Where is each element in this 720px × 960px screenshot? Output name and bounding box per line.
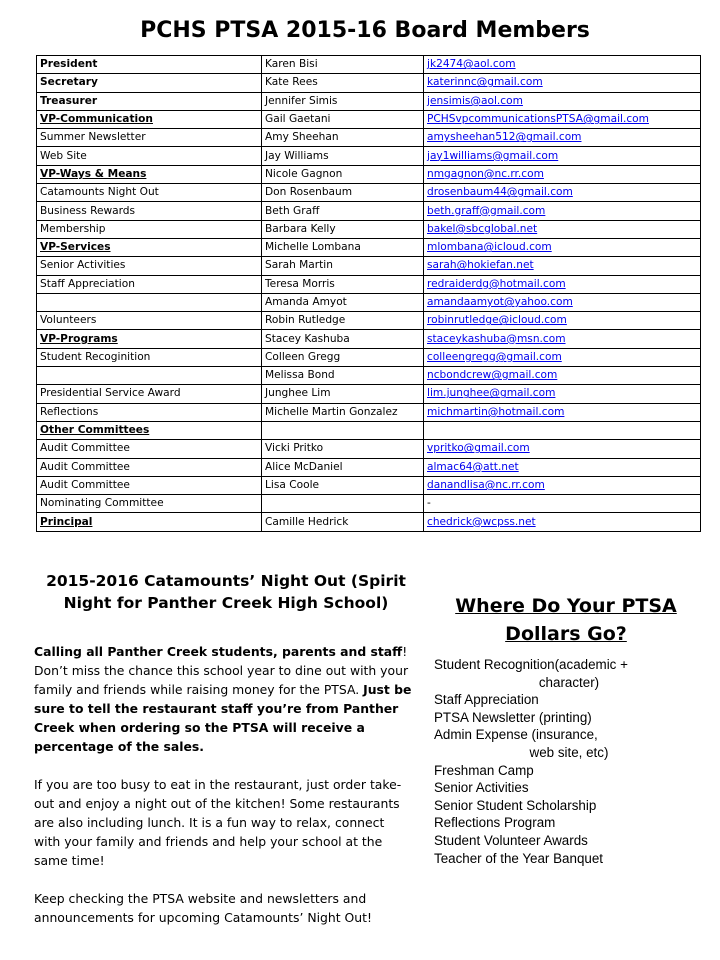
table-row (37, 330, 701, 348)
list-item (434, 832, 704, 850)
role-cell: VP-Services (37, 238, 262, 256)
name-cell: Gail Gaetani (262, 110, 424, 128)
role-cell: Audit Committee (37, 440, 262, 458)
table-row (37, 312, 701, 330)
table-row (37, 495, 701, 513)
table-row (37, 202, 701, 220)
name-cell: Sarah Martin (262, 257, 424, 275)
role-cell: Principal (37, 513, 262, 531)
email-link[interactable]: chedrick@wcpss.net (424, 513, 701, 531)
email-link[interactable]: robinrutledge@icloud.com (424, 312, 701, 330)
table-row (37, 165, 701, 183)
email-link[interactable]: colleengregg@gmail.com (424, 348, 701, 366)
name-cell: Stacey Kashuba (262, 330, 424, 348)
email-link[interactable]: beth.graff@gmail.com (424, 202, 701, 220)
table-row (37, 257, 701, 275)
role-cell: Other Committees (37, 421, 262, 439)
name-cell: Karen Bisi (262, 56, 424, 74)
table-row (37, 421, 701, 439)
name-cell: Melissa Bond (262, 367, 424, 385)
list-item (434, 779, 704, 797)
name-cell: Barbara Kelly (262, 220, 424, 238)
list-item (434, 726, 704, 761)
email-link[interactable]: nmgagnon@nc.rr.com (424, 165, 701, 183)
list-item-text: Reflections Program (434, 815, 556, 831)
role-cell: Presidential Service Award (37, 385, 262, 403)
board-members-table (36, 55, 701, 532)
list-item (434, 691, 704, 709)
role-cell: President (37, 56, 262, 74)
role-cell: VP-Communication (37, 110, 262, 128)
table-row (37, 367, 701, 385)
table-row (37, 403, 701, 421)
name-cell: Kate Rees (262, 74, 424, 92)
role-cell: Business Rewards (37, 202, 262, 220)
role-cell: Web Site (37, 147, 262, 165)
name-cell: Lisa Coole (262, 476, 424, 494)
role-cell: Membership (37, 220, 262, 238)
email-link (424, 421, 701, 439)
table-row (37, 513, 701, 531)
list-item-continuation: character) (538, 674, 600, 690)
table-row (37, 110, 701, 128)
name-cell: Don Rosenbaum (262, 184, 424, 202)
night-out-callout: Calling all Panther Creek students, parents and staff (34, 644, 403, 659)
name-cell: Michelle Lombana (262, 238, 424, 256)
table-row (37, 147, 701, 165)
name-cell (262, 421, 424, 439)
list-item-text: Student Recognition(academic + (434, 657, 628, 672)
role-cell: Audit Committee (37, 476, 262, 494)
night-out-intro: ! Don’t miss the chance this school year to dine out with your family and friends while raising money for the PTSA. (34, 644, 409, 697)
table-row (37, 220, 701, 238)
list-item (434, 850, 704, 868)
name-cell: Robin Rutledge (262, 312, 424, 330)
table-row (37, 238, 701, 256)
name-cell: Junghee Lim (262, 385, 424, 403)
table-row (37, 184, 701, 202)
list-item-text: Admin Expense (insurance, (434, 727, 598, 743)
role-cell: Treasurer (37, 92, 262, 110)
role-cell: Nominating Committee (37, 495, 262, 513)
email-link[interactable]: almac64@att.net (424, 458, 701, 476)
list-item-text: Senior Student Scholarship (434, 797, 597, 813)
role-cell: Staff Appreciation (37, 275, 262, 293)
email-link[interactable]: vpritko@gmail.com (424, 440, 701, 458)
role-cell: Audit Committee (37, 458, 262, 476)
role-cell: Summer Newsletter (37, 129, 262, 147)
list-item-continuation: web site, etc) (529, 744, 609, 760)
role-cell: VP-Ways & Means (37, 165, 262, 183)
table-row (37, 56, 701, 74)
night-out-paragraph-1 (34, 642, 414, 756)
night-out-title: 2015-2016 Catamounts’ Night Out (Spirit Night for Panther Creek High School) (46, 572, 406, 612)
name-cell: Alice McDaniel (262, 458, 424, 476)
email-link[interactable]: PCHSvpcommunicationsPTSA@gmail.com (424, 110, 701, 128)
role-cell: Reflections (37, 403, 262, 421)
night-out-instruction: Just be sure to tell the restaurant staff you’re from Panther Creek when ordering so the PTSA will receive a percentage of the sales. (34, 682, 412, 754)
name-cell (262, 495, 424, 513)
email-link[interactable]: amysheehan512@gmail.com (424, 129, 701, 147)
list-item (434, 797, 704, 815)
name-cell: Jay Williams (262, 147, 424, 165)
table-row (37, 458, 701, 476)
table-row (37, 476, 701, 494)
list-item-text: Student Volunteer Awards (434, 832, 588, 848)
name-cell: Michelle Martin Gonzalez (262, 403, 424, 421)
role-cell (37, 367, 262, 385)
night-out-paragraph-3: Keep checking the PTSA website and newsletters and announcements for upcoming Catamounts’ Night Out! (34, 891, 372, 925)
name-cell: Camille Hedrick (262, 513, 424, 531)
email-link[interactable]: bakel@sbcglobal.net (424, 220, 701, 238)
list-item (434, 814, 704, 832)
table-row (37, 92, 701, 110)
table-row (37, 348, 701, 366)
role-cell: Senior Activities (37, 257, 262, 275)
email-link[interactable]: staceykashuba@msn.com (424, 330, 701, 348)
email-link[interactable]: redraiderdg@hotmail.com (424, 275, 701, 293)
list-item (434, 656, 704, 691)
name-cell: Beth Graff (262, 202, 424, 220)
role-cell: Secretary (37, 74, 262, 92)
role-cell (37, 293, 262, 311)
night-out-paragraph-2: If you are too busy to eat in the restaurant, just order take-out and enjoy a night out of the kitchen! Some restaurants are also including lunch. It is a fun way to relax, connect with your family and friends and help your school at the same time! (34, 777, 402, 868)
name-cell: Amy Sheehan (262, 129, 424, 147)
table-row (37, 129, 701, 147)
email-link[interactable]: sarah@hokiefan.net (424, 257, 701, 275)
list-item-text: Staff Appreciation (434, 692, 539, 708)
dollars-title: Where Do Your PTSA Dollars Go? (455, 595, 677, 645)
email-link[interactable]: michmartin@hotmail.com (424, 403, 701, 421)
role-cell: VP-Programs (37, 330, 262, 348)
email-link[interactable]: danandlisa@nc.rr.com (424, 476, 701, 494)
page-title: PCHS PTSA 2015-16 Board Members (140, 18, 590, 43)
name-cell: Teresa Morris (262, 275, 424, 293)
email-link[interactable]: mlombana@icloud.com (424, 238, 701, 256)
name-cell: Colleen Gregg (262, 348, 424, 366)
name-cell: Jennifer Simis (262, 92, 424, 110)
email-link[interactable]: katerinnc@gmail.com (424, 74, 701, 92)
name-cell: Vicki Pritko (262, 440, 424, 458)
list-item-text: Senior Activities (434, 780, 529, 796)
name-cell: Nicole Gagnon (262, 165, 424, 183)
role-cell: Catamounts Night Out (37, 184, 262, 202)
table-row (37, 74, 701, 92)
email-link[interactable]: lim.junghee@gmail.com (424, 385, 701, 403)
email-link[interactable]: ncbondcrew@gmail.com (424, 367, 701, 385)
table-row (37, 293, 701, 311)
list-item-text: Teacher of the Year Banquet (434, 850, 604, 866)
email-link[interactable]: jk2474@aol.com (424, 56, 701, 74)
dollars-list (434, 656, 704, 867)
email-link[interactable]: drosenbaum44@gmail.com (424, 184, 701, 202)
role-cell: Student Recoginition (37, 348, 262, 366)
list-item (434, 709, 704, 727)
list-item (434, 762, 704, 780)
email-link[interactable]: amandaamyot@yahoo.com (424, 293, 701, 311)
table-row (37, 385, 701, 403)
email-link[interactable]: jay1williams@gmail.com (424, 147, 701, 165)
table-row (37, 440, 701, 458)
email-link[interactable]: jensimis@aol.com (424, 92, 701, 110)
name-cell: Amanda Amyot (262, 293, 424, 311)
night-out-body (34, 642, 414, 946)
list-item-text: Freshman Camp (434, 762, 534, 778)
list-item-text: PTSA Newsletter (printing) (434, 709, 592, 725)
role-cell: Volunteers (37, 312, 262, 330)
table-row (37, 275, 701, 293)
email-link: - (424, 495, 701, 513)
